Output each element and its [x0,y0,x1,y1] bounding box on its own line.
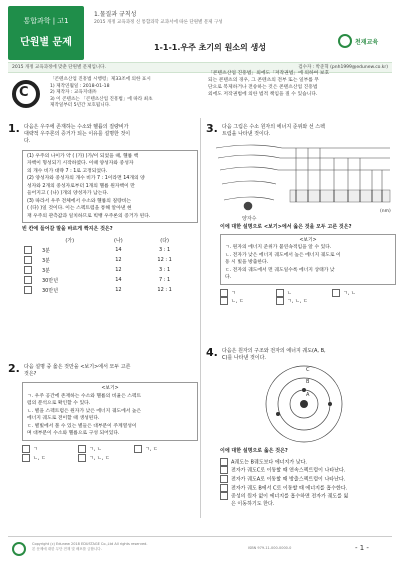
choice-line: 동 시 빛을 방출한다. [225,260,269,266]
answer-options [220,289,390,306]
figure-caption: 양자수 [242,216,257,223]
answer-option[interactable] [22,265,192,275]
option-cell: 12 : 1 [157,287,172,294]
table-header: (다) [160,237,169,244]
answer-option[interactable] [276,289,332,298]
sub-question: 이에 대한 설명으로 <보기>에서 옳은 것을 모두 고른 것은? [220,224,352,231]
answer-option[interactable] [332,289,388,298]
option-checkbox[interactable] [220,466,228,474]
nucleus-icon [300,400,308,408]
option-checkbox[interactable] [332,289,340,297]
passage-line: 재 우주의 관측값과 일치하므로 빅뱅 우주론의 증거가 된다. [27,213,151,219]
copyright-right-line: 단으로 복제하거나 전송하는 것은 콘텐츠산업 진흥법 [208,85,318,90]
copyright-left-line: 2) 제작자 : 교육지대㈜ [50,90,97,95]
orbit-label: B [306,379,310,386]
logo-mark-icon [338,34,352,48]
option-label: ㄴ, ㄷ [33,455,46,462]
copyright-right-line: 되는 콘텐츠의 경우, 그 콘텐츠의 전부 또는 일부를 무 [208,78,320,83]
nucleus-icon [244,202,252,210]
answer-option[interactable] [276,297,332,306]
question-number: 3. [206,122,218,135]
option-checkbox[interactable] [220,297,228,305]
option-label: ㄱ, ㄴ [343,290,356,297]
question-text [222,124,325,138]
copyright-right-line: 「콘텐츠산업 진흥법」외에도「저작권법」에 의하여 보호 [208,71,330,76]
question-text-line: 다음 설명 중 옳은 것만을 <보기>에서 모두 고른 [24,364,131,370]
atom-orbit-figure [246,362,366,446]
question-number: 4. [206,346,218,359]
choices-box [220,234,396,285]
energy-level-line [220,167,278,170]
option-label: ㄱ [33,446,38,453]
energy-level-line [222,181,276,184]
option-cell: 7 : 1 [159,277,171,284]
option-cell: 3 : 1 [159,247,171,254]
unit-label: 1.물질과 규칙성 [94,11,137,18]
option-label: 전자가 궤도 B에서 C로 이동할 때 에너지를 흡수한다. [231,485,348,492]
option-checkbox[interactable] [220,492,228,500]
choice-line: 럼의 분석으로 확인할 수 있다. [27,401,91,407]
copyright-right-line: 외에도 저작권법에 의한 법적 책임을 질 수 있습니다. [208,92,318,97]
passage-line: (1) 우주의 나이가 약 ( (가) )가/이 되었을 때, 헬륨 핵 [27,153,139,159]
energy-level-line [224,197,274,200]
option-checkbox[interactable] [276,289,284,297]
option-cell: 14 [115,247,122,254]
copyright-left-line: 제작일부터 5년간 보호됩니다. [50,103,111,108]
footer-logo-icon [12,542,26,556]
answer-option[interactable] [220,492,390,501]
question-text-line: C)를 나타낸 것이다. [222,355,267,362]
choices-title: <보기> [299,237,317,243]
option-cell: 3분 [42,257,51,264]
option-checkbox[interactable] [134,445,142,453]
question-1 [8,122,196,295]
copyright-left [50,77,196,110]
footer-text [32,542,147,552]
orbit-label: A [306,392,310,399]
footer-line: Copyright (c) Edunew 2018 EDUSTAGE Co.,Ltd All rights reserved. [32,542,148,546]
question-text-line: 다음은 우주에 존재하는 수소와 헬륨의 질량비가 [24,124,129,130]
option-checkbox[interactable] [24,246,32,254]
choice-line: ㄱ. 원자의 에너지 준위가 불연속적임을 알 수 있다. [225,245,332,251]
choice-line: ㄴ. 전자가 낮은 에너지 궤도에서 높은 에너지 궤도로 이 [225,252,341,258]
answer-option[interactable] [22,245,192,255]
lesson-title: 1-1-1.우주 초기의 원소의 생성 [153,43,266,52]
question-text-line: 다음은 원자의 구조와 전자의 에너지 궤도(A, B, [222,348,326,354]
option-checkbox[interactable] [276,297,284,305]
option-checkbox[interactable] [24,276,32,284]
question-text-line: 것은? [24,371,37,378]
passage-line: 의 개수 비가 대략 7 : 1로 고정되었다. [27,168,108,174]
option-cell: 12 [115,267,122,274]
option-label: A궤도는 B궤도보다 에너지가 낮다. [231,459,307,466]
choice-line: 며 대부분이 수소와 헬륨으로 구성 되어있다. [27,431,120,437]
answer-option[interactable] [220,458,390,467]
answer-option[interactable] [134,445,190,454]
choice-line: ㄴ. 별을 스펙트럼은 원자가 낮은 에너지 궤도에서 높은 [27,408,142,414]
option-checkbox[interactable] [220,289,228,297]
spectrum-band [290,190,390,202]
option-label: ㄱ, ㄴ, ㄷ [89,455,110,462]
footer-isbn: ISBN 979-11-000-0000-0 [248,546,292,550]
choices-box [22,382,198,441]
answer-table [22,235,192,295]
notice-right: 검수자 : 박준혁 (pnh1999@edunew.co.kr) [298,65,388,70]
passage-line: (3) 따라서 우주 전체에서 수소와 헬륨의 질량비는 [27,198,131,204]
question-2 [8,362,196,462]
question-number: 1. [8,122,20,135]
option-label: ㄱ, ㄷ [145,446,158,453]
option-label: 중성의 원자 없이 에너지를 흡수하면 전자가 궤도를 잃 [231,493,349,500]
choice-line: 에너지 궤도로 전이할 때 생성된다. [27,416,100,422]
choices-title: <보기> [101,386,119,392]
question-text-line: 다. [24,138,31,145]
option-label: ㄱ [231,290,236,297]
question-text-line: 트럼을 나타낸 것이다. [222,131,271,138]
choice-line: ㄷ. 전자의 궤도에서 먼 궤도일수록 에너지 상태가 낮 [225,267,335,273]
answer-option[interactable] [220,289,276,298]
option-checkbox[interactable] [22,454,30,462]
table-header: (가) [65,237,75,244]
option-checkbox[interactable] [24,256,32,264]
sub-question: 이에 대한 설명으로 옳은 것은? [220,448,288,455]
answer-option[interactable] [220,475,390,484]
option-label: ㄱ, ㄴ [89,446,102,453]
option-checkbox[interactable] [78,454,86,462]
option-checkbox[interactable] [78,445,86,453]
meta-line: 2015 개정 교육과정 신 통합과학 교과서에 따른 단원별 문제 구성 [94,20,223,25]
table-header: (나) [114,237,123,244]
option-cell: 3분 [42,247,51,254]
electron-icon [276,412,280,416]
question-text [222,348,326,362]
copyright-c-icon: C [12,80,40,108]
copyright-left-line: 1) 제작연월일 : 2018-01-18 [50,83,110,89]
option-checkbox[interactable] [220,484,228,492]
answer-option[interactable] [78,445,134,454]
subject-line2: 단원별 문제 [20,37,72,48]
option-label: 전자가 궤도A로 이동할 때 방출스펙트럼이 나타난다. [231,476,346,483]
choice-line: 다. [225,275,232,281]
copyright-right [208,70,394,98]
copyright-left-line: 「콘텐츠산업 진흥법 시행령」제33조에 의한 표시 [50,77,151,82]
passage-line: 성자와 2개의 중성자로부터 1개의 헬륨 원자핵이 만 [27,183,135,189]
option-checkbox[interactable] [22,445,30,453]
option-checkbox[interactable] [24,286,32,294]
energy-level-line [216,145,282,148]
sub-question: 빈 칸에 들어갈 말을 바르게 짝지은 것은? [22,226,113,233]
option-label: ㄱ, ㄴ, ㄷ [287,298,308,305]
answer-option[interactable] [22,255,192,265]
passage-line: 들어지고 ( (나) )개의 양성자가 남는다. [27,191,109,197]
logo-text: 천재교육 [355,39,379,46]
question-text [24,124,130,146]
answer-option[interactable] [22,454,78,463]
answer-option[interactable] [22,445,78,454]
footer-divider [8,536,392,537]
question-number: 2. [8,362,20,375]
page-number: - 1 - [355,544,369,552]
option-cell: 3 : 1 [159,267,171,274]
option-label: 전자가 궤도C로 이동할 때 연속스펙트럼이 나타난다. [231,467,346,474]
answer-table-header [22,235,192,245]
subject-badge [8,6,84,60]
answer-option[interactable] [78,454,134,463]
notice-left: 2015 개정 교육과정에 맞춘 단원별 문제입니다. [12,65,106,70]
option-label: ㄴ [287,290,292,297]
question-4 [206,346,394,508]
answer-option[interactable] [220,466,390,475]
option-label: ㄴ, ㄷ [231,298,244,305]
answer-options [22,445,192,462]
option-cell: 3분 [42,267,51,274]
energy-level-line [218,155,280,158]
spectrum-unit: (nm) [380,209,391,215]
copyright-left-line: 3) 이 콘텐츠는 「콘텐츠산업 진흥법」에 따라 최초 [50,96,153,102]
answer-option[interactable] [22,285,192,295]
option-checkbox[interactable] [220,475,228,483]
subject-line1: 통합과학 | 고1 [23,17,69,25]
question-3 [206,122,394,306]
choice-line: ㄱ. 우주 공간에 존재하는 수소와 헬륨의 비율은 스펙트 [27,393,142,399]
question-text-line: 대략적 우주론의 증거가 되는 이유를 설명한 것이 [24,131,131,138]
passage-line: (2) 양성자와 중성자의 개수 비가 7 : 1이라면 14개의 양 [27,176,145,182]
answer-option[interactable] [22,275,192,285]
option-cell: 30만년 [42,287,59,294]
footer-line: 본 문제에 대한 무단 전재 및 배포를 금합니다. [32,547,102,551]
publisher-logo [338,34,392,50]
answer-option[interactable] [220,484,390,493]
option-cell: 14 [115,277,122,284]
passage-line: ( (다) )일 것이다. 이는 스펙트럼을 통해 알아낸 현 [27,206,132,212]
passage-box [22,150,198,224]
electron-icon [328,402,332,406]
orbit-label: C [306,367,310,374]
option-cell: 12 : 1 [157,257,172,264]
column-divider [200,118,201,518]
option-checkbox[interactable] [220,458,228,466]
answer-option[interactable] [220,297,276,306]
option-cell: 30만년 [42,277,59,284]
option-cell: 12 [115,287,122,294]
energy-level-figure [212,140,392,222]
choice-line: ㄷ. 별빛에서 볼 수 있는 별들은 대부분이 주계열성이 [27,423,137,429]
question-text-line: 다음 그림은 수소 원자의 에너지 준위와 선 스펙 [222,124,325,130]
passage-line: 자핵이 형성되기 시작하였다. 이때 양성자와 중성자 [27,161,134,167]
page-header [8,6,392,60]
option-checkbox[interactable] [24,266,32,274]
answer-options [220,458,390,509]
option-label-continued: 은 이동하기도 한다. [231,501,275,508]
option-cell: 12 [115,257,122,264]
question-text [24,364,130,378]
